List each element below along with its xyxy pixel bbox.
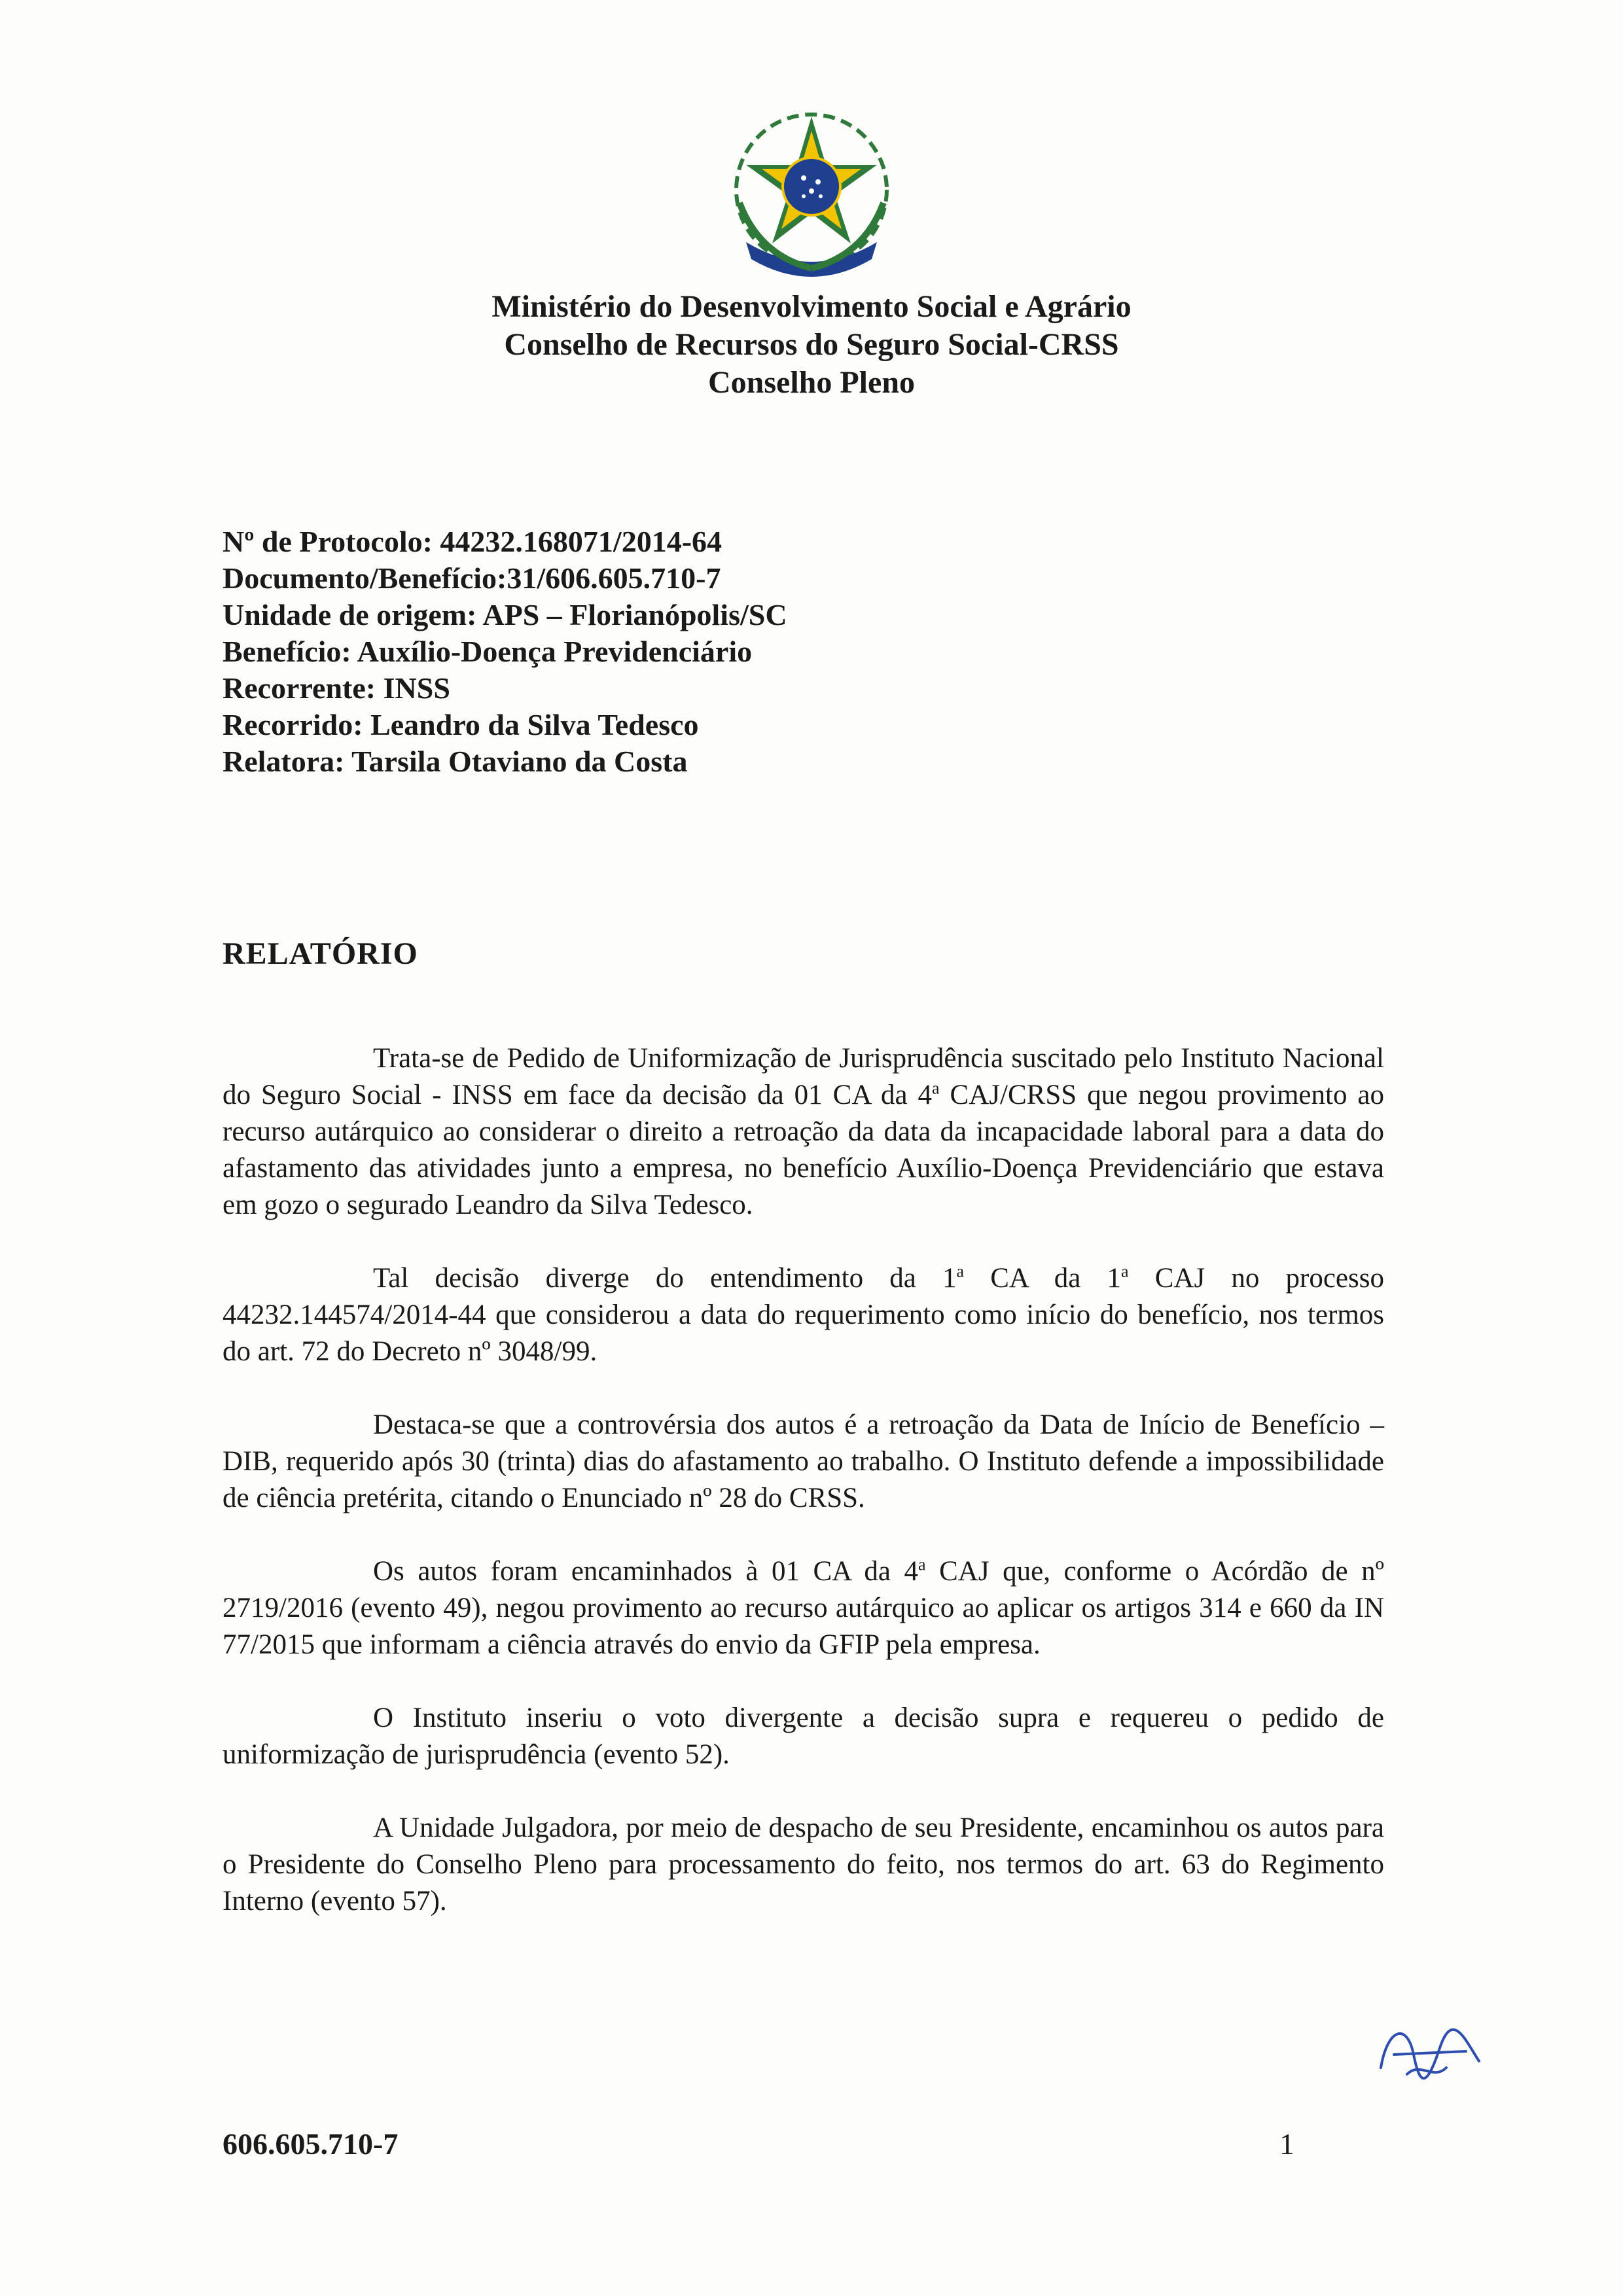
appellant: Recorrente: INSS xyxy=(223,671,450,705)
case-metadata xyxy=(223,523,787,780)
protocol-number: Nº de Protocolo: 44232.168071/2014-64 xyxy=(223,525,722,558)
council-section: Conselho Pleno xyxy=(707,365,916,400)
benefit-type: Benefício: Auxílio-Doença Previdenciário xyxy=(223,635,753,668)
appellee: Recorrido: Leandro da Silva Tedesco xyxy=(223,708,699,741)
brazil-coat-of-arms-icon xyxy=(720,105,903,294)
paragraph: Destaca-se que a controvérsia dos autos é a retroação da Data de Início de Benefício – DIB, requerido após 30 (trinta) dias do afastamento ao trabalho. O Instituto defende a impossibilidade de ciência pretérita, citando o Enunciado nº 28 do CRSS. xyxy=(223,1409,1384,1513)
ministry-name: Ministério do Desenvolvimento Social e Agrário xyxy=(491,289,1132,324)
paragraph: A Unidade Julgadora, por meio de despacho de seu Presidente, encaminhou os autos para o Presidente do Conselho Pleno para processamento do feito, nos termos do art. 63 do Regimento Interno (evento 57). xyxy=(223,1812,1384,1916)
paragraph: Os autos foram encaminhados à 01 CA da 4$^a$ CAJ que, conforme o Acórdão de nº 2719/2016 (evento 49), negou provimento ao recurso autárquico ao aplicar os artigos 314 e 660 da IN 77/2015 que informam a ciência através do envio da GFIP pela empresa. xyxy=(223,1555,1384,1660)
rapporteur: Relatora: Tarsila Otaviano da Costa xyxy=(223,745,688,778)
council-name: Conselho de Recursos do Seguro Social-CRSS xyxy=(504,327,1119,362)
document-header xyxy=(0,288,1623,402)
initials-signature-icon xyxy=(1368,2015,1492,2094)
report-body xyxy=(223,1040,1384,1956)
footer-document-number: 606.605.710-7 xyxy=(223,2127,399,2161)
paragraph: Tal decisão diverge do entendimento da 1$^a$ CA da 1$^a$ CAJ no processo 44232.144574/2014-44 que considerou a data do requerimento como início do benefício, nos termos do art. 72 do Decreto nº 3048/99. xyxy=(223,1262,1384,1367)
paragraph: Trata-se de Pedido de Uniformização de Jurisprudência suscitado pelo Instituto Nacional do Seguro Social - INSS em face da decisão da 01 CA da 4$^a$ CAJ/CRSS que negou provimento ao recurso autárquico ao considerar o direito a retroação da data da incapacidade laboral para a data do afastamento das atividades junto a empresa, no benefício Auxílio-Doença Previdenciário que estava em gozo o segurado Leandro da Silva Tedesco. xyxy=(223,1043,1385,1220)
section-title: RELATÓRIO xyxy=(223,936,418,971)
paragraph: O Instituto inseriu o voto divergente a decisão supra e requereu o pedido de uniformização de jurisprudência (evento 52). xyxy=(223,1703,1384,1770)
origin-unit: Unidade de origem: APS – Florianópolis/SC xyxy=(223,598,787,631)
document-benefit: Documento/Benefício:31/606.605.710-7 xyxy=(223,561,721,595)
page-number: 1 xyxy=(1279,2127,1294,2161)
